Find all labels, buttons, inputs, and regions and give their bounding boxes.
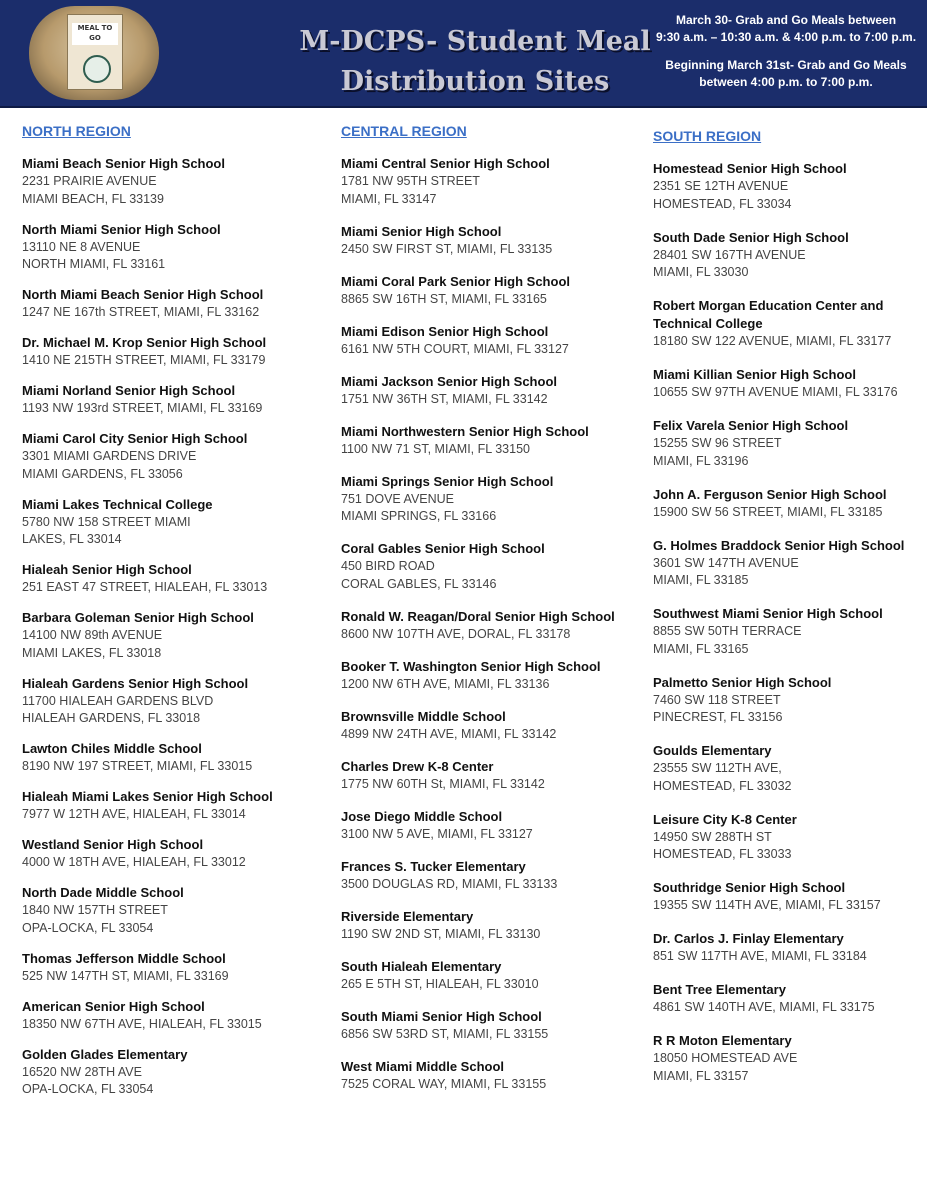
site-entry xyxy=(341,1058,631,1094)
site-address-line: HOMESTEAD, FL 33033 xyxy=(653,847,792,861)
site-name: Miami Edison Senior High School xyxy=(341,323,549,339)
site-entry xyxy=(341,273,631,309)
site-entry xyxy=(341,658,631,694)
site-address-line: 7977 W 12TH AVE, HIALEAH, FL 33014 xyxy=(22,807,246,821)
note-2-line-2: between 4:00 p.m. to 7:00 p.m. xyxy=(699,75,873,89)
site-entry xyxy=(341,958,631,994)
site-address-line: MIAMI, FL 33157 xyxy=(653,1068,749,1083)
site-address-line: OPA-LOCKA, FL 33054 xyxy=(22,1082,154,1096)
site-entry xyxy=(341,808,631,844)
schedule-notes xyxy=(655,12,917,91)
site-name: Ronald W. Reagan/Doral Senior High School xyxy=(341,608,615,624)
site-address-line: 16520 NW 28TH AVE xyxy=(22,1064,142,1079)
site-address-line: HIALEAH GARDENS, FL 33018 xyxy=(22,711,201,725)
site-name: Palmetto Senior High School xyxy=(653,674,832,690)
site-name: Goulds Elementary xyxy=(653,743,772,758)
site-name: Thomas Jefferson Middle School xyxy=(22,950,226,966)
site-name: Riverside Elementary xyxy=(341,908,474,924)
site-entry xyxy=(341,223,631,259)
site-name: Robert Morgan Education Center and Technical College xyxy=(653,298,884,331)
site-address-line: 1193 NW 193rd STREET, MIAMI, FL 33169 xyxy=(22,401,263,415)
site-name: South Miami Senior High School xyxy=(341,1008,542,1024)
site-address-line: 10655 SW 97TH AVENUE MIAMI, FL 33176 xyxy=(653,385,898,399)
site-name: Miami Senior High School xyxy=(341,223,502,239)
site-address-line: 4861 SW 140TH AVE, MIAMI, FL 33175 xyxy=(653,1000,875,1014)
site-address-line: 4899 NW 24TH AVE, MIAMI, FL 33142 xyxy=(341,726,557,741)
site-entry xyxy=(341,1008,631,1044)
site-address-line: MIAMI, FL 33185 xyxy=(653,573,749,587)
site-address-line: 18350 NW 67TH AVE, HIALEAH, FL 33015 xyxy=(22,1016,262,1031)
site-name: Dr. Carlos J. Finlay Elementary xyxy=(653,931,844,946)
site-name: Leisure City K-8 Center xyxy=(653,811,797,827)
site-entry xyxy=(653,486,923,522)
site-name: Miami Carol City Senior High School xyxy=(22,431,248,446)
site-entry xyxy=(22,884,312,937)
site-name: Coral Gables Senior High School xyxy=(341,541,545,556)
site-address-line: MIAMI LAKES, FL 33018 xyxy=(22,645,162,660)
site-entry xyxy=(653,229,923,282)
site-name: North Miami Beach Senior High School xyxy=(22,287,264,302)
site-name: John A. Ferguson Senior High School xyxy=(653,486,887,502)
site-address-line: 7525 CORAL WAY, MIAMI, FL 33155 xyxy=(341,1076,547,1091)
site-name: Miami Springs Senior High School xyxy=(341,473,554,489)
site-address-line: 8190 NW 197 STREET, MIAMI, FL 33015 xyxy=(22,759,253,773)
site-entry xyxy=(653,1032,923,1085)
site-address-line: 23555 SW 112TH AVE, xyxy=(653,761,782,775)
site-address-line: 1781 NW 95TH STREET xyxy=(341,174,480,188)
site-entry xyxy=(341,373,631,409)
site-name: Bent Tree Elementary xyxy=(653,982,786,997)
site-address-line: 8600 NW 107TH AVE, DORAL, FL 33178 xyxy=(341,626,571,641)
site-name: Felix Varela Senior High School xyxy=(653,418,849,433)
site-entry xyxy=(22,496,312,549)
site-address-line: 2450 SW FIRST ST, MIAMI, FL 33135 xyxy=(341,241,553,256)
site-address-line: 2231 PRAIRIE AVENUE xyxy=(22,174,157,188)
site-address-line: 1190 SW 2ND ST, MIAMI, FL 33130 xyxy=(341,926,541,941)
header-banner xyxy=(0,0,927,108)
site-address-line: 2351 SE 12TH AVENUE xyxy=(653,179,789,193)
site-address-line: 14950 SW 288TH ST xyxy=(653,829,772,844)
site-entry xyxy=(22,382,312,418)
site-address-line: LAKES, FL 33014 xyxy=(22,532,122,546)
site-name: Hialeah Senior High School xyxy=(22,562,192,577)
site-address-line: 13110 NE 8 AVENUE xyxy=(22,239,141,254)
site-entry xyxy=(341,758,631,794)
site-entry xyxy=(653,879,923,915)
title-line-2: Distribution Sites xyxy=(340,66,610,97)
site-address-line: 1247 NE 167th STREET, MIAMI, FL 33162 xyxy=(22,305,260,319)
site-entry xyxy=(22,998,312,1034)
site-address-line: 3500 DOUGLAS RD, MIAMI, FL 33133 xyxy=(341,876,558,891)
region-heading: SOUTH REGION xyxy=(653,128,762,144)
site-address-line: 8865 SW 16TH ST, MIAMI, FL 33165 xyxy=(341,291,547,306)
site-entry xyxy=(22,155,312,208)
site-entry xyxy=(22,1046,312,1099)
site-entry xyxy=(22,609,312,662)
site-address-line: 28401 SW 167TH AVENUE xyxy=(653,247,806,262)
site-entry xyxy=(653,297,923,351)
site-entry xyxy=(653,605,923,658)
site-address-line: PINECREST, FL 33156 xyxy=(653,710,783,724)
site-entry xyxy=(653,417,923,470)
site-address-line: 1200 NW 6TH AVE, MIAMI, FL 33136 xyxy=(341,676,550,691)
meal-bag-logo xyxy=(29,6,159,100)
site-entry xyxy=(341,473,631,526)
site-name: Westland Senior High School xyxy=(22,837,204,852)
site-address-line: OPA-LOCKA, FL 33054 xyxy=(22,920,154,935)
site-name: Southridge Senior High School xyxy=(653,880,846,895)
site-entry xyxy=(653,160,923,213)
site-name: North Dade Middle School xyxy=(22,885,184,900)
site-address-line: 11700 HIALEAH GARDENS BLVD xyxy=(22,693,214,708)
region-heading: CENTRAL REGION xyxy=(341,123,467,139)
site-address-line: 4000 W 18TH AVE, HIALEAH, FL 33012 xyxy=(22,855,246,869)
note-1-line-1: March 30- Grab and Go Meals between xyxy=(675,13,897,27)
north-region-column xyxy=(22,123,312,1099)
site-name: Miami Central Senior High School xyxy=(341,156,550,171)
site-entry xyxy=(22,334,312,370)
site-entry xyxy=(22,740,312,776)
site-entry xyxy=(341,858,631,894)
site-entry xyxy=(22,221,312,274)
site-name: Miami Norland Senior High School xyxy=(22,383,236,398)
site-entry xyxy=(22,788,312,824)
site-address-line: 751 DOVE AVENUE xyxy=(341,491,455,506)
site-name: Homestead Senior High School xyxy=(653,161,847,176)
site-address-line: HOMESTEAD, FL 33032 xyxy=(653,778,792,793)
title-line-1: M-DCPS- Student Meal xyxy=(299,26,651,57)
site-address-line: 5780 NW 158 STREET MIAMI xyxy=(22,514,191,529)
site-name: Jose Diego Middle School xyxy=(341,808,503,824)
site-address-line: 1751 NW 36TH ST, MIAMI, FL 33142 xyxy=(341,391,548,406)
site-entry xyxy=(341,908,631,944)
site-entry xyxy=(22,836,312,872)
site-name: Charles Drew K-8 Center xyxy=(341,758,494,774)
site-entry xyxy=(22,950,312,986)
site-name: Miami Northwestern Senior High School xyxy=(341,423,589,439)
site-name: Southwest Miami Senior High School xyxy=(653,606,883,621)
site-address-line: 1775 NW 60TH St, MIAMI, FL 33142 xyxy=(341,776,545,791)
site-entry xyxy=(22,430,312,483)
site-address-line: 6856 SW 53RD ST, MIAMI, FL 33155 xyxy=(341,1026,549,1041)
site-address-line: CORAL GABLES, FL 33146 xyxy=(341,576,497,591)
site-entry xyxy=(653,674,923,727)
site-name: Miami Beach Senior High School xyxy=(22,156,225,171)
site-address-line: 18180 SW 122 AVENUE, MIAMI, FL 33177 xyxy=(653,334,892,348)
site-address-line: 18050 HOMESTEAD AVE xyxy=(653,1051,798,1065)
site-entry xyxy=(653,981,923,1017)
site-name: G. Holmes Braddock Senior High School xyxy=(653,537,905,553)
site-entry xyxy=(653,366,923,402)
site-name: Miami Lakes Technical College xyxy=(22,496,213,512)
south-region-column xyxy=(653,128,923,1085)
school-seal-icon xyxy=(83,55,111,83)
site-address-line: 3100 NW 5 AVE, MIAMI, FL 33127 xyxy=(341,826,533,841)
site-address-line: NORTH MIAMI, FL 33161 xyxy=(22,257,166,271)
site-name: Frances S. Tucker Elementary xyxy=(341,858,526,874)
site-address-line: 251 EAST 47 STREET, HIALEAH, FL 33013 xyxy=(22,580,268,594)
site-entry xyxy=(653,930,923,966)
site-address-line: 6161 NW 5TH COURT, MIAMI, FL 33127 xyxy=(341,341,569,356)
site-entry xyxy=(341,323,631,359)
site-entry xyxy=(341,155,631,208)
site-address-line: MIAMI GARDENS, FL 33056 xyxy=(22,466,183,481)
site-name: Barbara Goleman Senior High School xyxy=(22,610,254,625)
site-address-line: MIAMI, FL 33030 xyxy=(653,265,749,279)
site-entry xyxy=(341,608,631,644)
site-name: Hialeah Miami Lakes Senior High School xyxy=(22,789,273,804)
site-entry xyxy=(341,423,631,459)
site-address-line: 8855 SW 50TH TERRACE xyxy=(653,624,802,638)
site-name: Booker T. Washington Senior High School xyxy=(341,658,601,674)
site-name: North Miami Senior High School xyxy=(22,221,221,237)
site-address-line: 7460 SW 118 STREET xyxy=(653,692,781,707)
site-name: Miami Jackson Senior High School xyxy=(341,373,557,389)
site-address-line: 15255 SW 96 STREET xyxy=(653,436,782,450)
site-name: South Hialeah Elementary xyxy=(341,958,502,974)
site-entry xyxy=(341,540,631,593)
site-address-line: MIAMI, FL 33147 xyxy=(341,191,437,206)
site-address-line: 450 BIRD ROAD xyxy=(341,559,435,573)
site-entry xyxy=(653,742,923,795)
note-2-line-1: Beginning March 31st- Grab and Go Meals xyxy=(665,58,907,72)
site-address-line: 851 SW 117TH AVE, MIAMI, FL 33184 xyxy=(653,949,867,963)
site-name: Miami Coral Park Senior High School xyxy=(341,273,570,289)
site-entry xyxy=(653,811,923,864)
site-address-line: 19355 SW 114TH AVE, MIAMI, FL 33157 xyxy=(653,898,881,912)
site-name: R R Moton Elementary xyxy=(653,1033,792,1048)
site-address-line: MIAMI, FL 33165 xyxy=(653,641,749,656)
site-name: West Miami Middle School xyxy=(341,1058,505,1074)
site-address-line: 1100 NW 71 ST, MIAMI, FL 33150 xyxy=(341,441,530,456)
site-address-line: MIAMI BEACH, FL 33139 xyxy=(22,191,164,206)
site-entry xyxy=(22,561,312,597)
central-region-column xyxy=(341,123,631,1093)
site-name: Golden Glades Elementary xyxy=(22,1046,188,1062)
site-name: Brownsville Middle School xyxy=(341,708,506,724)
meal-bag-icon xyxy=(67,14,123,90)
site-entry xyxy=(22,286,312,322)
site-address-line: 525 NW 147TH ST, MIAMI, FL 33169 xyxy=(22,968,229,983)
site-address-line: 1410 NE 215TH STREET, MIAMI, FL 33179 xyxy=(22,353,266,367)
site-entry xyxy=(22,675,312,728)
site-entry xyxy=(653,537,923,590)
site-name: Hialeah Gardens Senior High School xyxy=(22,675,249,691)
site-address-line: 15900 SW 56 STREET, MIAMI, FL 33185 xyxy=(653,504,883,519)
site-name: Miami Killian Senior High School xyxy=(653,367,856,382)
site-entry xyxy=(341,708,631,744)
site-address-line: HOMESTEAD, FL 33034 xyxy=(653,196,792,211)
site-name: Dr. Michael M. Krop Senior High School xyxy=(22,335,267,350)
region-heading: NORTH REGION xyxy=(22,123,131,139)
bag-label: MEAL TO GO xyxy=(72,23,118,45)
site-name: Lawton Chiles Middle School xyxy=(22,741,202,756)
page-title xyxy=(290,22,660,102)
site-address-line: 14100 NW 89th AVENUE xyxy=(22,628,163,642)
site-name: American Senior High School xyxy=(22,998,205,1014)
site-name: South Dade Senior High School xyxy=(653,229,849,245)
note-1-line-2: 9:30 a.m. – 10:30 a.m. & 4:00 p.m. to 7:00 p.m. xyxy=(655,30,917,44)
site-address-line: MIAMI SPRINGS, FL 33166 xyxy=(341,509,497,523)
site-address-line: 1840 NW 157TH STREET xyxy=(22,903,168,917)
site-address-line: 3601 SW 147TH AVENUE xyxy=(653,555,799,570)
site-address-line: 265 E 5TH ST, HIALEAH, FL 33010 xyxy=(341,976,539,991)
site-address-line: MIAMI, FL 33196 xyxy=(653,453,749,468)
site-address-line: 3301 MIAMI GARDENS DRIVE xyxy=(22,449,197,463)
